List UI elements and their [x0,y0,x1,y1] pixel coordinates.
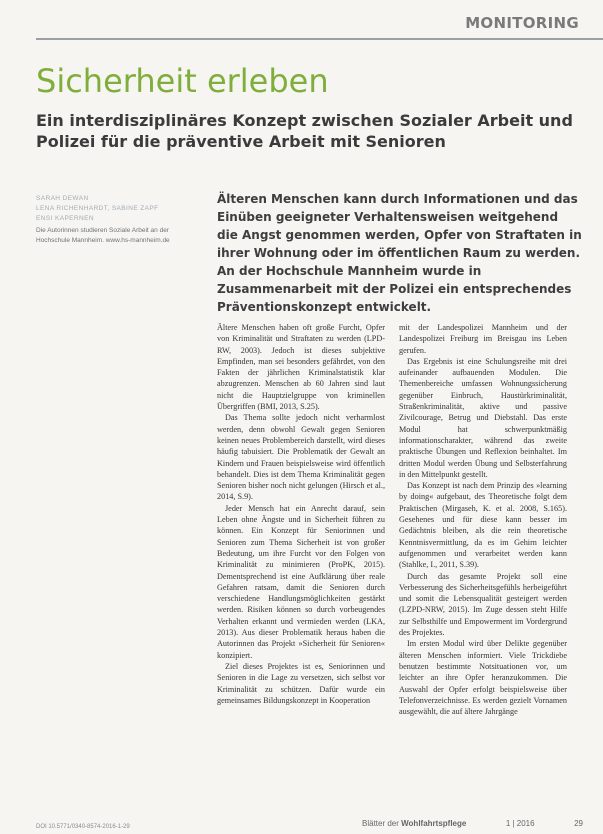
author-name: SARAH DEWAN [36,195,89,202]
body-column-left [217,322,385,804]
section-label: MONITORING [465,14,579,32]
body-paragraph: Das Ergebnis ist eine Schulungsreihe mit drei aufeinander aufbauenden Modulen. Die Themenbereiche umfassen Wohnungssicherung gegenüber Einbruch, Haustürkriminalität, Straßenkriminalität, aktive und passive Zivilcourage, Betrug und Diebstahl. Das erste Modul hat schwerpunktmäßig informationscharakter, während das zweite praktische Übungen und Reflexion beinhaltet. Im dritten Modul werden Übung und Selbsterfahrung in den Mittelpunkt gestellt. [399,356,567,479]
author-bio: Die Autorinnen studieren Soziale Arbeit an der Hochschule Mannheim. www.hs-mannheim.de [36,227,170,244]
article-title: Sicherheit erleben [36,62,329,100]
magazine-prefix: Blätter der [362,819,402,828]
body-paragraph: Das Konzept ist nach dem Prinzip des »learning by doing« aufgebaut, des Theoretische folgt dem Praktischen (Mirgaseh, K. et al. 2008, S.165). Gesehenes und für diese kann besser im Gedächtnis bleiben, als die rein theoretische Kenntnisvermittlung, da es im Gehirn leichter aufgenommen und verarbeitet werden kann (Stahlke, I., 2011, S.39). [399,481,567,570]
page-number: 29 [574,819,583,828]
issue-number: 1 | 2016 [505,819,535,828]
body-paragraph: Das Thema sollte jedoch nicht verharmlost werden, denn obwohl Gewalt gegen Senioren keinen neues Problembereich darstellt, wird dieses häufig tabuisiert. Die Problematik der Gewalt an Kindern und Frauen beispielsweise wird öffentlich behandelt. Dies ist dem Thema Kriminalität gegen Senioren bisher noch nicht gelungen (Hirsch et al., 2014, S.9). [217,413,385,502]
page-footer [362,819,583,828]
body-paragraph: Jeder Mensch hat ein Anrecht darauf, sein Leben ohne Ängste und in Sicherheit führen zu können. Ein Konzept für Seniorinnen und Senioren zum Thema Sicherheit ist von großer Bedeutung, um ihre Furcht vor den Folgen von Kriminalität zu minimieren (ProPK, 2015). Dementsprechend ist eine Aufklärung über reale Gefahren ratsam, damit die Senioren durch verschiedene Handlungsmöglichkeiten gestärkt werden. Risiken können so durch vorbeugendes Verhalten erkannt und vermieden werden (LKA, 2013). Aus dieser Problematik heraus haben die Autorinnen das Projekt »Sicherheit für Senioren« konzipiert. [217,503,385,660]
body-paragraph: Im ersten Modul wird über Delikte gegenüber älteren Menschen informiert. Viele Trickdiebe benutzen bestimmte Notsituationen vor, um leichter an ihre Opfer heranzukommen. Die Auswahl der Opfer erfolgt beispielsweise über Telefonverzeichnisse. Es werden gezielt Vornamen ausgewählt, die auf ältere Jahrgänge [399,639,567,717]
author-name: LENA RICHENHARDT, SABINE ZAPF [36,205,159,212]
body-column-right [399,322,567,804]
body-paragraph: mit der Landespolizei Mannheim und der Landespolizei Freiburg im Breisgau ins Leben gerufen. [399,323,567,355]
author-name: ENSI KAPERNEN [36,215,94,222]
article-subtitle: Ein interdisziplinäres Konzept zwischen Sozialer Arbeit und Polizei für die präventive Arbeit mit Senioren [36,111,573,151]
author-block [36,194,186,246]
magazine-name [362,819,466,828]
body-paragraph: Durch das gesamte Projekt soll eine Verbesserung des Sicherheitsgefühls herbeigeführt und somit die Lebensqualität gesteigert werden (LZPD-NRW, 2015). Im Zuge dessen steht Hilfe zur Selbsthilfe und Empowerment im Vordergrund des Projektes. [399,571,567,638]
body-paragraph: Ziel dieses Projektes ist es, Seniorinnen und Senioren in die Lage zu versetzen, sich selbst vor Kriminalität zu schützen. Dafür wurde ein gemeinsames Bildungskonzept in Kooperation [217,661,385,705]
magazine-bold: Wohlfahrtspflege [401,819,467,828]
body-paragraph: Ältere Menschen haben oft große Furcht, Opfer von Kriminalität und Straftaten zu werden (LPD-RW, 2003). Jedoch ist dieses subjektive Empfinden, man sei besonders gefährdet, von den Fakten der jährlichen Kriminalstatistik klar abzugrenzen. Menschen ab 60 Jahren sind laut nicht die Hauptzielgruppe von kriminellen Übergriffen (BMI, 2013, S.25). [217,323,385,412]
lead-paragraph: Älteren Menschen kann durch Informationen und das Einüben geeigneter Verhaltensweisen weitgehend die Angst genommen werden, Opfer von Straftaten in ihrer Wohnung oder im öffentlichen Raum zu werden. An der Hochschule Mannheim wurde in Zusammenarbeit mit der Polizei ein entsprechendes Präventionskonzept entwickelt. [217,192,582,314]
doi-footer: DOI 10.5771/0340-8574-2016-1-29 [36,824,130,830]
header-rule [36,38,603,40]
